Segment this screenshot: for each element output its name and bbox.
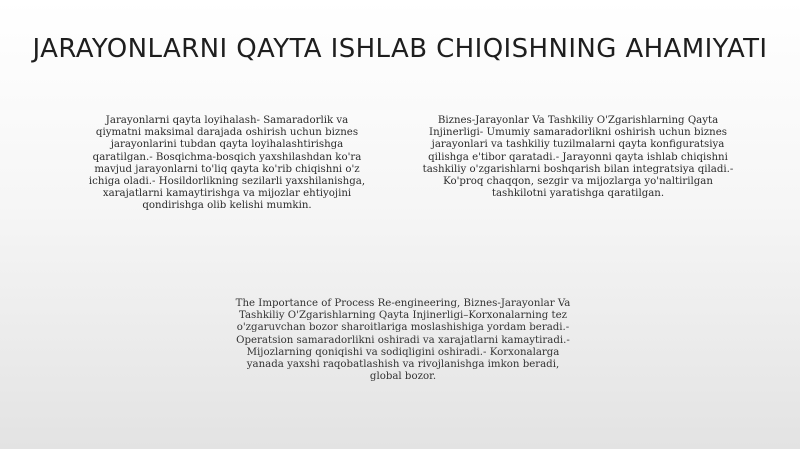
text-block-right: Biznes-Jarayonlar Va Tashkiliy O'Zgarishlarning Qayta Injinerligi- Umumiy samaradorlikni oshirish uchun biznes jarayonlari va tashkiliy tuzilmalarni qayta konfiguratsiya qilishga e'tibor qaratadi.- Jarayonni qayta ishlab chiqishni tashkiliy o'zgarishlarni boshqarish bilan integratsiya qiladi.- Ko'proq chaqqon, sezgir va mijozlarga yo'naltirilgan tashkilotni yaratishga qaratilgan. — [422, 115, 734, 200]
text-block-bottom: The Importance of Process Re-engineering, Biznes-Jarayonlar Va Tashkiliy O'Zgarishlarning Qayta Injinerligi–Korxonalarning tez o'zgaruvchan bozor sharoitlariga moslashishiga yordam beradi.- Operatsion samaradorlikni oshiradi va xarajatlarni kamaytiradi.- Mijozlarning qoniqishi va sodiqligini oshiradi.- Korxonalarga yanada yaxshi raqobatlashish va rivojlanishga imkon beradi, global bozor. — [235, 298, 571, 383]
text-block-left: Jarayonlarni qayta loyihalash- Samaradorlik va qiymatni maksimal darajada oshirish uchun biznes jarayonlarini tubdan qayta loyihalashtirishga qaratilgan.- Bosqichma-bosqich yaxshilashdan ko'ra mavjud jarayonlarni to'liq qayta ko'rib chiqishni o'z ichiga oladi.- Hosildorlikning sezilarli yaxshilanishga, xarajatlarni kamaytirishga va mijozlar ehtiyojini qondirishga olib kelishi mumkin. — [88, 115, 366, 212]
slide-title: JARAYONLARNI QAYTA ISHLAB CHIQISHNING AHAMIYATI — [32, 34, 768, 64]
